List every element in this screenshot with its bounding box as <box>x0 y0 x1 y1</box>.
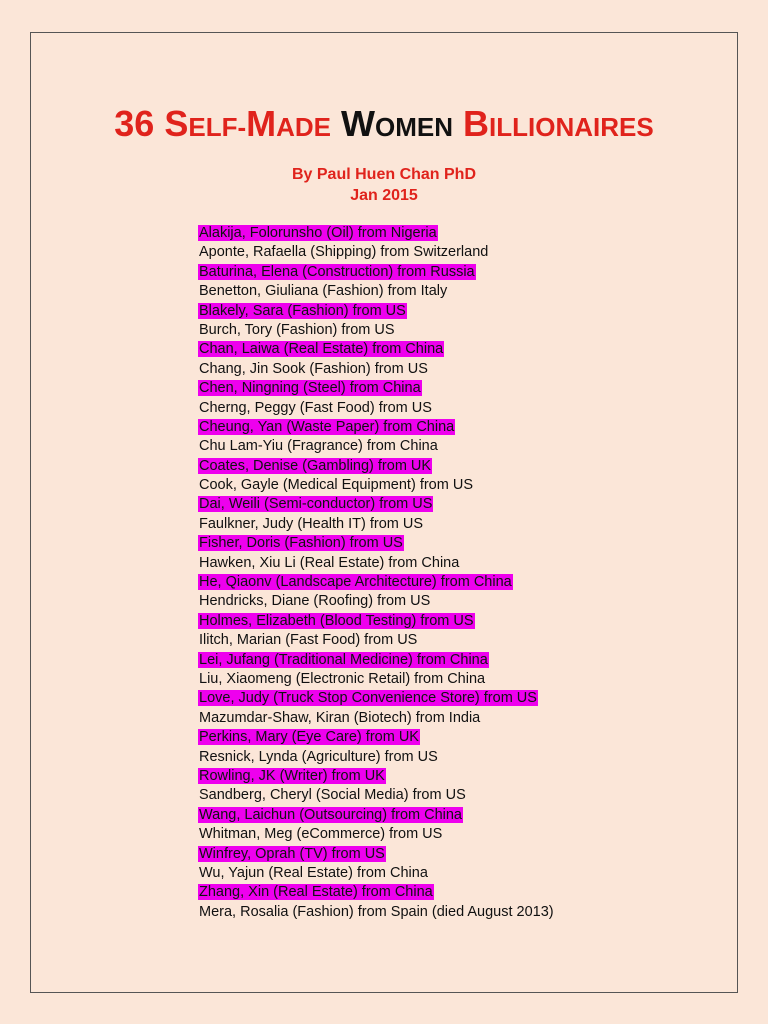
billionaire-list <box>198 224 555 922</box>
list-item-text: Liu, Xiaomeng (Electronic Retail) from China <box>199 670 486 687</box>
list-item <box>198 631 555 650</box>
list-item-text: Benetton, Giuliana (Fashion) from Italy <box>199 283 448 300</box>
list-item <box>198 379 555 398</box>
list-item-text: Hendricks, Diane (Roofing) from US <box>199 593 431 610</box>
list-item-text: Cherng, Peggy (Fast Food) from US <box>199 399 432 416</box>
list-item <box>198 864 555 883</box>
list-item <box>198 728 555 747</box>
list-item <box>198 282 555 301</box>
list-item-text: Holmes, Elizabeth (Blood Testing) from US <box>199 612 474 629</box>
list-item <box>198 321 555 340</box>
page-title <box>0 102 768 149</box>
list-item <box>198 806 555 825</box>
list-item-text: Faulkner, Judy (Health IT) from US <box>199 515 424 532</box>
list-item-text: Ilitch, Marian (Fast Food) from US <box>199 632 418 649</box>
list-item <box>198 573 555 592</box>
list-item <box>198 243 555 262</box>
list-item-text: Hawken, Xiu Li (Real Estate) from China <box>199 554 460 571</box>
list-item-text: Chang, Jin Sook (Fashion) from US <box>199 360 428 377</box>
list-item-text: Lei, Jufang (Traditional Medicine) from China <box>199 651 488 668</box>
list-item <box>198 845 555 864</box>
list-item <box>198 903 555 922</box>
list-item <box>198 224 555 243</box>
list-item-text: Wu, Yajun (Real Estate) from China <box>199 864 428 881</box>
byline-date: Jan 2015 <box>350 187 418 204</box>
list-item-text: Whitman, Meg (eCommerce) from US <box>199 826 443 843</box>
list-item-text: Zhang, Xin (Real Estate) from China <box>199 884 433 901</box>
list-item-text: Burch, Tory (Fashion) from US <box>199 321 395 338</box>
list-item-text: Cheung, Yan (Waste Paper) from China <box>199 418 455 435</box>
list-item <box>198 883 555 902</box>
list-item <box>198 457 555 476</box>
list-item-text: Perkins, Mary (Eye Care) from UK <box>199 729 419 746</box>
list-item <box>198 825 555 844</box>
list-item <box>198 418 555 437</box>
list-item <box>198 786 555 805</box>
title-word-made: MADE <box>246 103 332 144</box>
list-item-text: Winfrey, Oprah (TV) from US <box>199 845 385 862</box>
list-item-text: Aponte, Rafaella (Shipping) from Switzerland <box>199 244 489 261</box>
list-item <box>198 689 555 708</box>
list-item-text: Baturina, Elena (Construction) from Russia <box>199 263 475 280</box>
list-item <box>198 534 555 553</box>
list-item <box>198 748 555 767</box>
list-item <box>198 263 555 282</box>
list-item <box>198 612 555 631</box>
list-item-text: Sandberg, Cheryl (Social Media) from US <box>199 787 466 804</box>
list-item <box>198 302 555 321</box>
list-item-text: Alakija, Folorunsho (Oil) from Nigeria <box>199 225 437 241</box>
byline <box>0 164 768 206</box>
list-item-text: Mera, Rosalia (Fashion) from Spain (died August 2013) <box>199 903 554 920</box>
list-item <box>198 515 555 534</box>
list-item <box>198 476 555 495</box>
list-item-text: Resnick, Lynda (Agriculture) from US <box>199 748 438 765</box>
list-item <box>198 495 555 514</box>
list-item-text: He, Qiaonv (Landscape Architecture) from China <box>199 574 512 591</box>
list-item <box>198 592 555 611</box>
list-item <box>198 651 555 670</box>
list-item-text: Chu Lam-Yiu (Fragrance) from China <box>199 438 438 455</box>
list-item <box>198 399 555 418</box>
list-item-text: Chen, Ningning (Steel) from China <box>199 380 421 397</box>
list-item-text: Love, Judy (Truck Stop Convenience Store) from US <box>199 690 537 707</box>
list-item-text: Blakely, Sara (Fashion) from US <box>199 302 406 319</box>
title-word-billionaires: BILLIONAIRES <box>463 103 654 144</box>
list-item <box>198 670 555 689</box>
list-item <box>198 554 555 573</box>
list-item <box>198 767 555 786</box>
list-item-text: Rowling, JK (Writer) from UK <box>199 767 385 784</box>
list-item-text: Chan, Laiwa (Real Estate) from China <box>199 341 444 358</box>
list-item-text: Wang, Laichun (Outsourcing) from China <box>199 806 462 823</box>
title-word-self: SELF- <box>164 103 247 144</box>
list-item <box>198 709 555 728</box>
list-item-text: Dai, Weili (Semi-conductor) from US <box>199 496 433 513</box>
list-item-text: Mazumdar-Shaw, Kiran (Biotech) from India <box>199 709 481 726</box>
list-item-text: Coates, Denise (Gambling) from UK <box>199 457 432 474</box>
byline-author: By Paul Huen Chan PhD <box>291 166 477 183</box>
list-item-text: Fisher, Doris (Fashion) from US <box>199 535 403 552</box>
list-item <box>198 340 555 359</box>
list-item <box>198 437 555 456</box>
list-item <box>198 360 555 379</box>
list-item-text: Cook, Gayle (Medical Equipment) from US <box>199 477 473 494</box>
title-word-women: WOMEN <box>341 103 454 144</box>
title-number: 36 <box>114 103 155 144</box>
